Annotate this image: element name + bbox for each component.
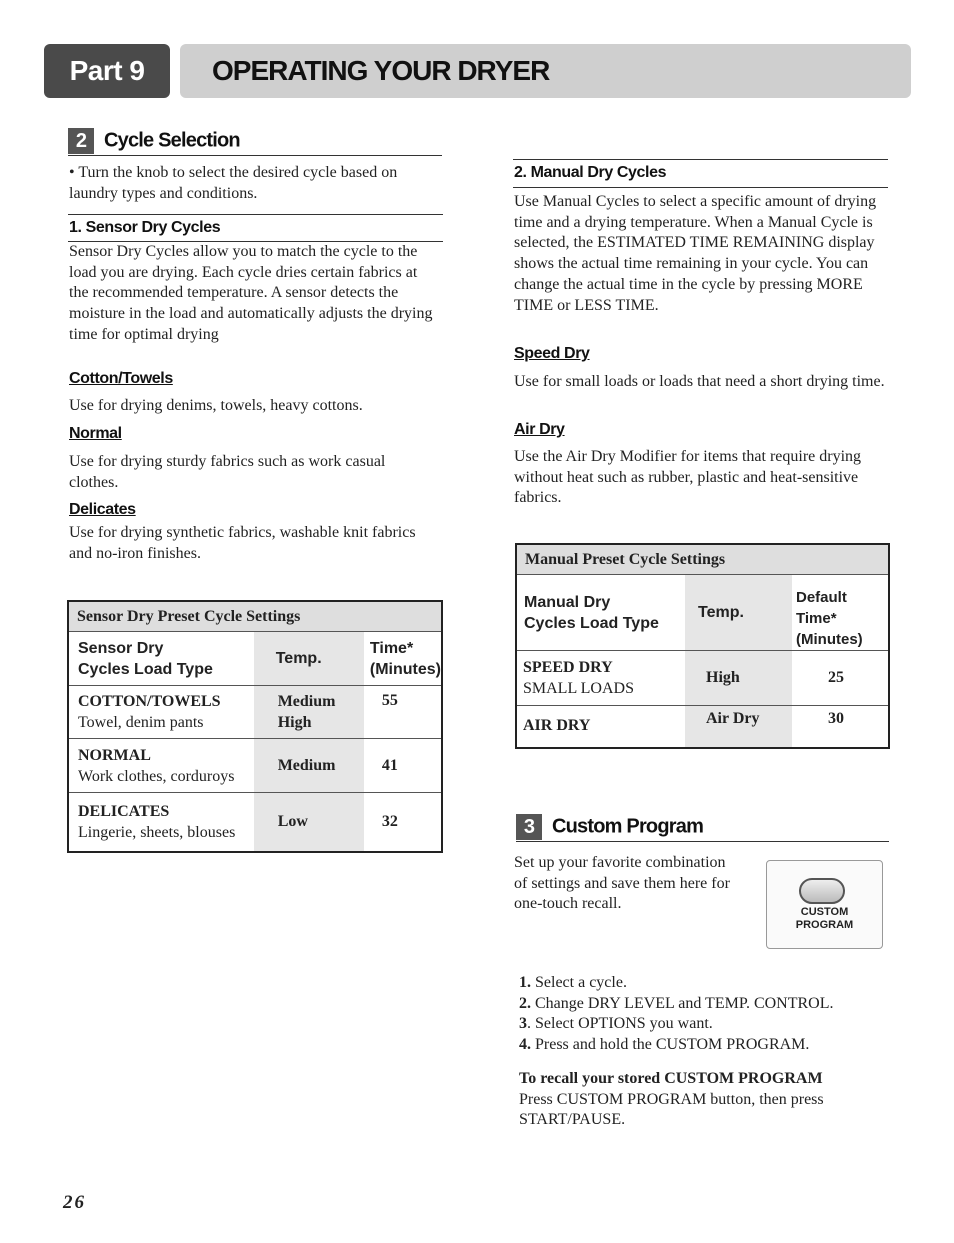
delicates-heading: Delicates: [69, 501, 136, 518]
header-time: Default Time* (Minutes): [792, 575, 889, 651]
sensor-dry-table: [67, 600, 443, 853]
list-item: 3. Select OPTIONS you want.: [519, 1015, 713, 1033]
manual-dry-table: [515, 543, 890, 749]
header-load-type: Manual Dry Cycles Load Type: [516, 575, 685, 651]
sensor-dry-text: Sensor Dry Cycles allow you to match the cycle to the load you are drying. Each cycle dries certain fabrics at the recommended temperature. A sensor detects the moisture in the load and automatically adjusts the drying time for optimal drying: [69, 243, 433, 343]
button-oval-icon: [799, 878, 845, 904]
section-heading-custom-program: [516, 814, 889, 842]
recall-note: [519, 1069, 879, 1131]
part-label: Part 9: [44, 44, 170, 98]
custom-program-text: Set up your favorite combination of settings and save them here for one-touch recall.: [514, 854, 730, 913]
sensor-dry-heading: 1. Sensor Dry Cycles: [68, 214, 443, 242]
manual-dry-text: Use Manual Cycles to select a specific amount of drying time and a drying temperature. When a Manual Cycle is selected, the ESTIMATED TIME REMAINING display shows the actual time remaining in your cycle. You can change the actual time in the cycle by pressing MORE TIME or LESS TIME.: [514, 193, 877, 314]
section-heading-cycle-selection: [68, 128, 442, 156]
intro-bullet: • Turn the knob to select the desired cycle based on laundry types and conditions.: [69, 164, 398, 202]
recall-text: Press CUSTOM PROGRAM button, then press START/PAUSE.: [519, 1090, 824, 1129]
speed-dry-heading: Speed Dry: [514, 345, 590, 362]
section-number-badge: 2: [68, 128, 94, 154]
list-item: 1. Select a cycle.: [519, 974, 627, 991]
list-item: 2. Change DRY LEVEL and TEMP. CONTROL.: [519, 994, 834, 1012]
custom-program-button-illustration: [766, 860, 883, 949]
section-number-badge: 3: [516, 814, 542, 840]
recall-title: To recall your stored CUSTOM PROGRAM: [519, 1070, 823, 1087]
header-load-type: Sensor Dry Cycles Load Type: [68, 632, 254, 686]
table-row: COTTON/TOWELS Towel, denim pants Medium High 55: [68, 686, 442, 739]
list-item: 4. Press and hold the CUSTOM PROGRAM.: [519, 1036, 810, 1054]
header-temp: Temp.: [685, 575, 792, 651]
page-title: OPERATING YOUR DRYER: [180, 44, 911, 98]
delicates-text: Use for drying synthetic fabrics, washable knit fabrics and no-iron finishes.: [69, 524, 416, 562]
normal-heading: Normal: [69, 425, 122, 442]
page-number: 26: [63, 1192, 86, 1213]
table-caption: Sensor Dry Preset Cycle Settings: [68, 601, 442, 632]
table-row: AIR DRY Air Dry 30: [516, 706, 889, 748]
table-row: NORMAL Work clothes, corduroys Medium 41: [68, 739, 442, 793]
speed-dry-text: Use for small loads or loads that need a short drying time.: [514, 373, 885, 390]
header-temp: Temp.: [254, 632, 364, 686]
steps-list: [519, 973, 889, 1056]
normal-text: Use for drying sturdy fabrics such as work casual clothes.: [69, 453, 386, 491]
table-caption: Manual Preset Cycle Settings: [516, 544, 889, 575]
table-row: SPEED DRY SMALL LOADS High 25: [516, 651, 889, 706]
air-dry-heading: Air Dry: [514, 421, 565, 438]
button-label: CUSTOM PROGRAM: [795, 906, 854, 931]
section-title: Custom Program: [552, 815, 704, 838]
header-time: Time* (Minutes): [364, 632, 442, 686]
section-title: Cycle Selection: [104, 129, 240, 152]
cotton-towels-text: Use for drying denims, towels, heavy cottons.: [69, 397, 363, 414]
air-dry-text: Use the Air Dry Modifier for items that require drying without heat such as rubber, plastic and heat-sensitive fabrics.: [514, 448, 862, 507]
table-row: DELICATES Lingerie, sheets, blouses Low 32: [68, 793, 442, 852]
manual-dry-heading: 2. Manual Dry Cycles: [513, 159, 888, 188]
cotton-towels-heading: Cotton/Towels: [69, 370, 173, 387]
